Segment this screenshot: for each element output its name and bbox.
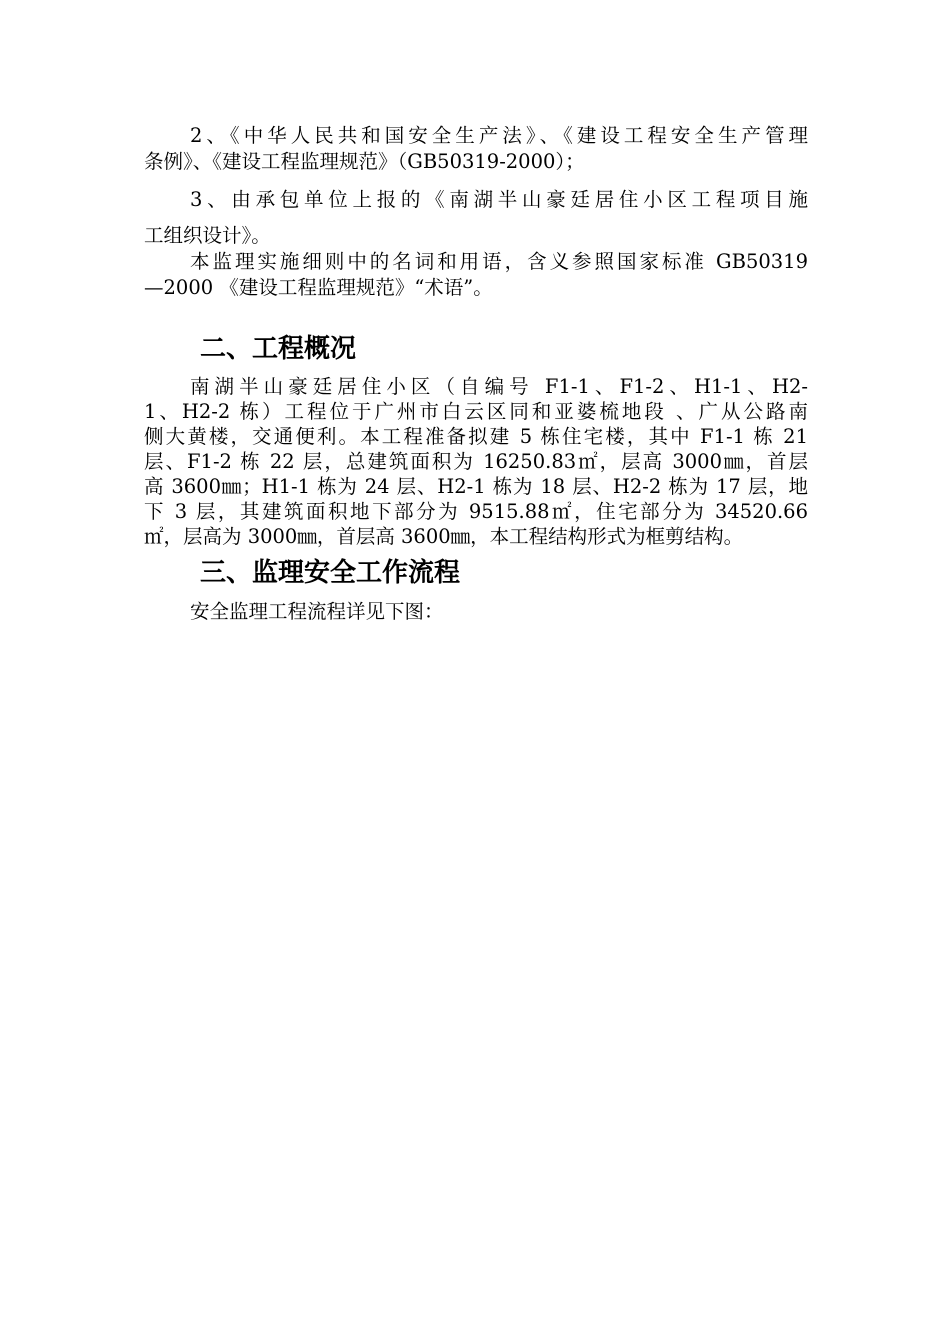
basis-item-2-line-1: 2、《中华人民共和国安全生产法》、《建设工程安全生产管理 [190,124,808,147]
basis-item-3-line-1: 3、由承包单位上报的《南湖半山豪廷居住小区工程项目施 [190,188,808,211]
overview-line: 侧大黄楼，交通便利。本工程准备拟建 5 栋住宅楼，其中 F1-1 栋 21 [144,425,808,448]
overview-line: 层、F1-2 栋 22 层，总建筑面积为 16250.83㎡，层高 3000㎜，首层 [144,450,808,473]
overview-line: 1、H2-2 栋）工程位于广州市白云区同和亚婆梳地段 、广从公路南 [144,400,808,423]
section-3-heading: 三、监理安全工作流程 [200,558,461,588]
overview-line: 南湖半山豪廷居住小区（自编号 F1-1、F1-2、H1-1、H2- [190,375,808,398]
workflow-intro: 安全监理工程流程详见下图： [190,600,444,623]
basis-item-3-line-2: 工组织设计》。 [144,224,271,247]
overview-line: 下 3 层，其建筑面积地下部分为 9515.88㎡，住宅部分为 34520.66 [144,500,808,523]
section-2-heading: 二、工程概况 [200,334,357,364]
overview-line: ㎡，层高为 3000㎜，首层高 3600㎜，本工程结构形式为框剪结构。 [144,525,744,548]
terms-line-2: —2000 《建设工程监理规范》“术语”。 [144,276,493,299]
terms-line-1: 本监理实施细则中的名词和用语，含义参照国家标准 GB50319 [190,250,808,273]
basis-item-2-line-2: 条例》、《建设工程监理规范》（GB50319-2000）； [144,150,585,173]
overview-line: 高 3600㎜；H1-1 栋为 24 层、H2-1 栋为 18 层、H2-2 栋为 17 层，地 [144,475,808,498]
